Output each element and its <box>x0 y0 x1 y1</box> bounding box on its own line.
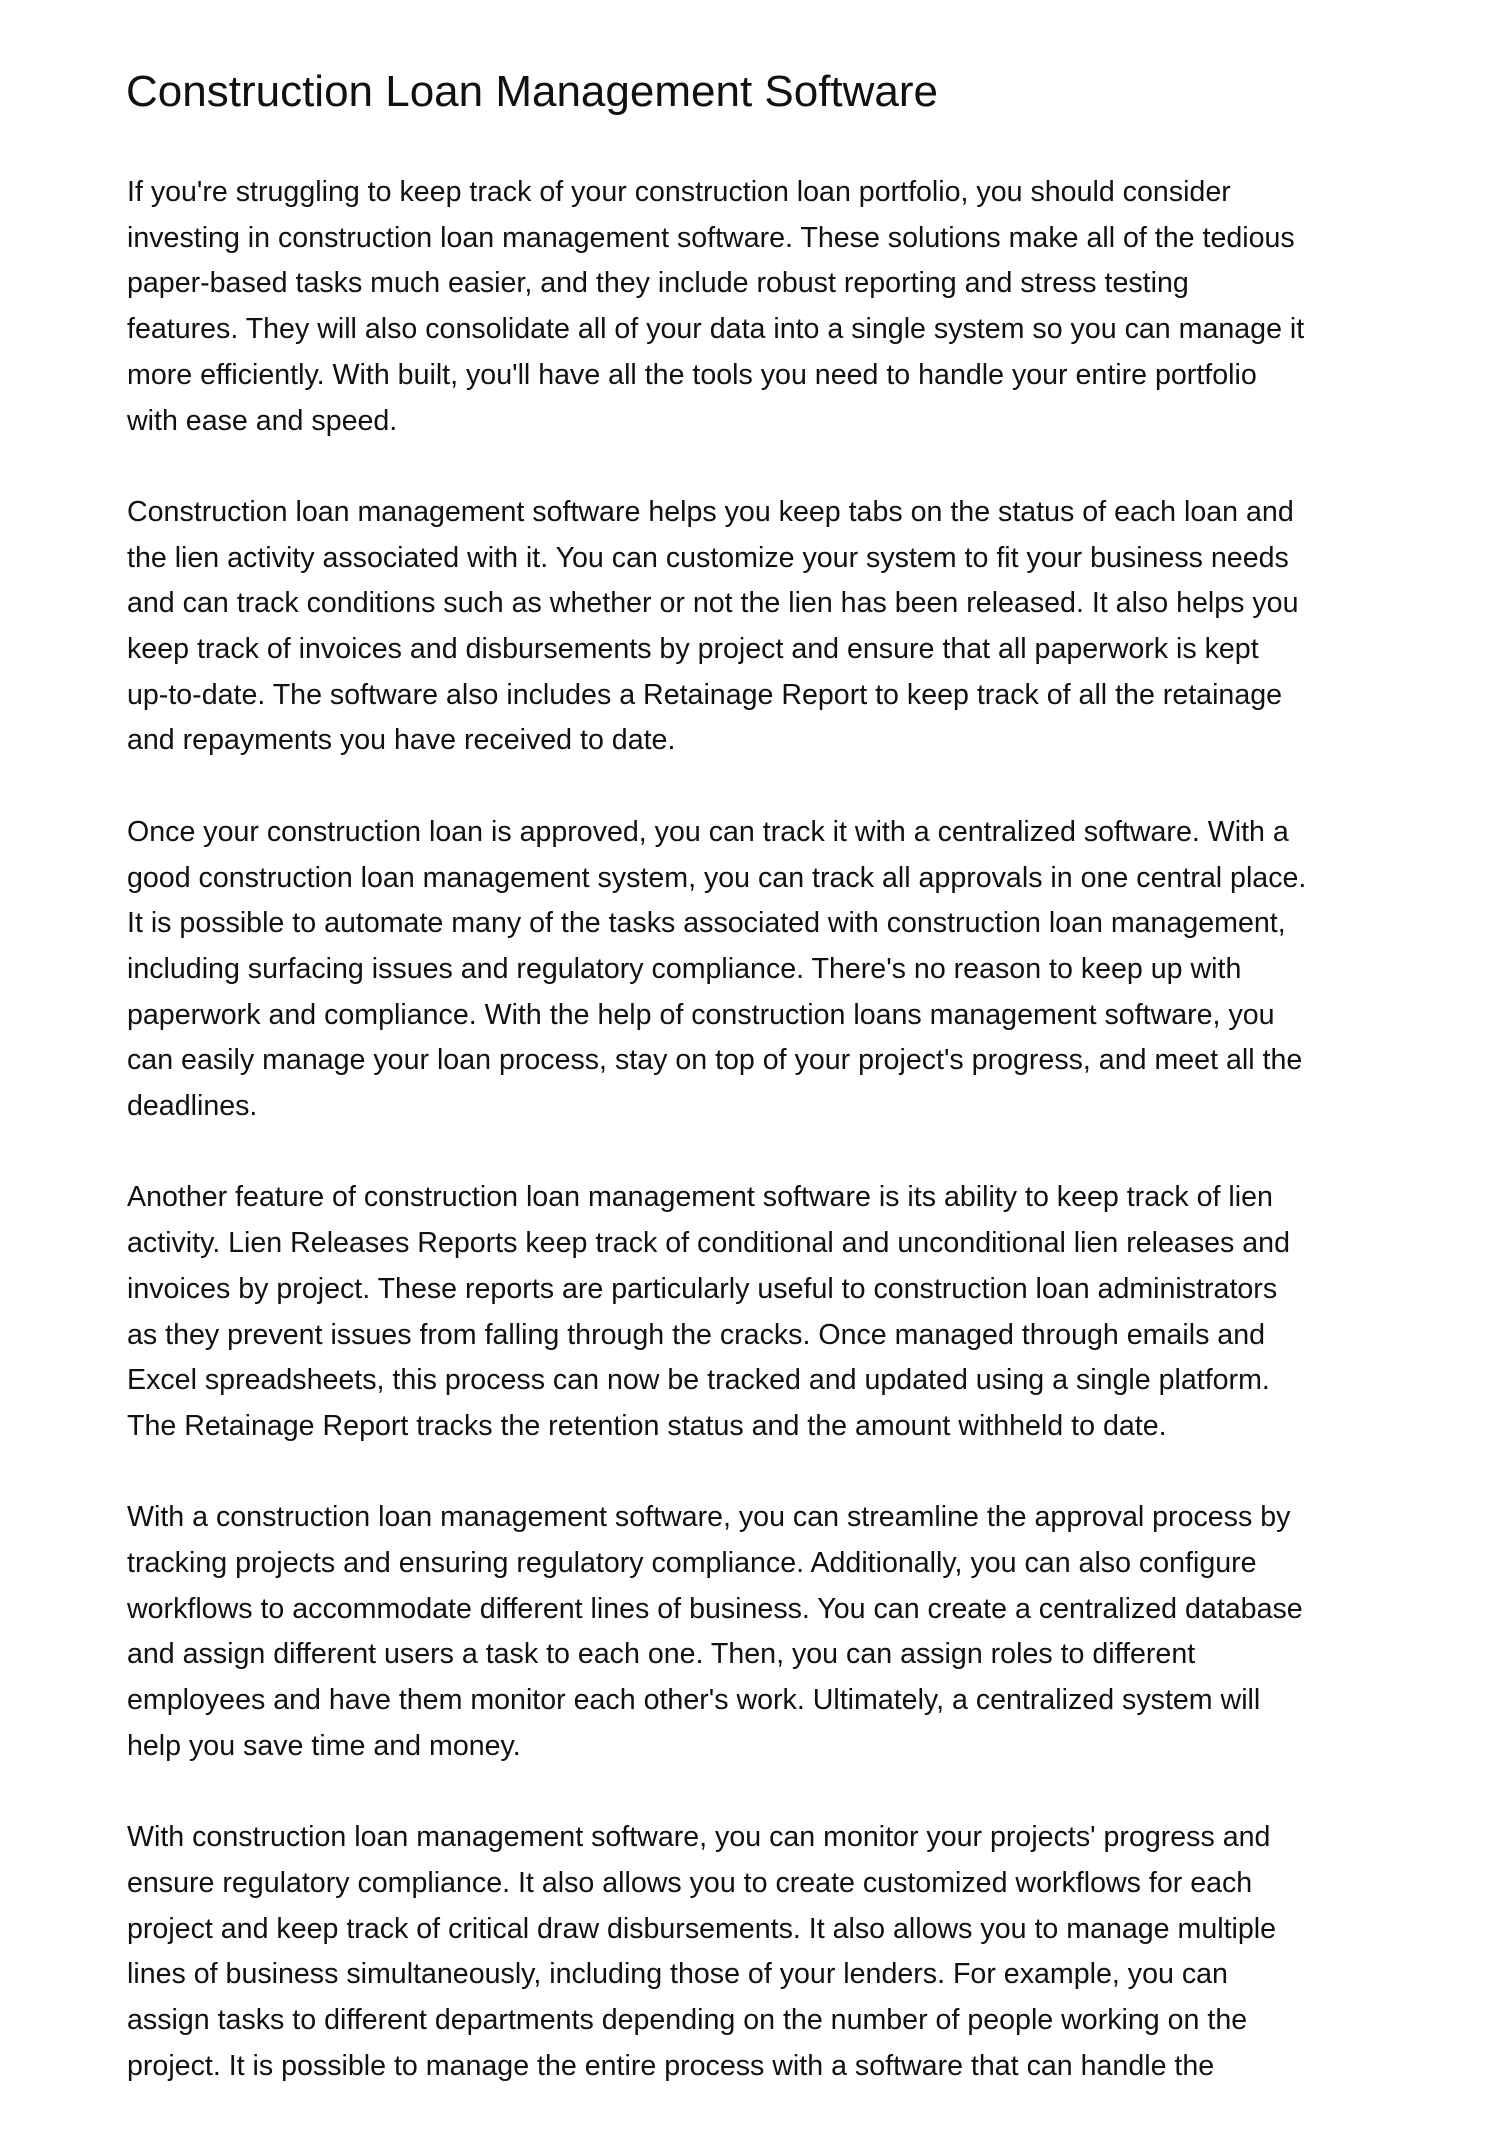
paragraph <box>127 170 1427 444</box>
text-line: paperwork and compliance. With the help of construction loans management software, you <box>127 998 1275 1031</box>
text-line: project and keep track of critical draw disbursements. It also allows you to manage multiple <box>127 1912 1277 1945</box>
text-line: good construction loan management system, you can track all approvals in one central place. <box>127 861 1307 894</box>
text-line: and assign different users a task to each one. Then, you can assign roles to different <box>127 1638 1196 1671</box>
text-line: project. It is possible to manage the entire process with a software that can handle the <box>127 2049 1215 2082</box>
text-line: investing in construction loan management software. These solutions make all of the tedious <box>127 221 1295 254</box>
text-line: Construction loan management software helps you keep tabs on the status of each loan and <box>127 495 1294 528</box>
text-line: workflows to accommodate different lines of business. You can create a centralized database <box>127 1592 1303 1625</box>
text-line: With a construction loan management software, you can streamline the approval process by <box>127 1501 1291 1534</box>
text-line: including surfacing issues and regulatory compliance. There's no reason to keep up with <box>127 952 1242 985</box>
text-line: Another feature of construction loan management software is its ability to keep track of lien <box>127 1181 1273 1214</box>
text-line: up-to-date. The software also includes a Retainage Report to keep track of all the retainage <box>127 678 1283 711</box>
text-line: The Retainage Report tracks the retention status and the amount withheld to date. <box>127 1409 1167 1442</box>
text-line: features. They will also consolidate all of your data into a single system so you can manage it <box>127 313 1305 346</box>
text-line: keep track of invoices and disbursements by project and ensure that all paperwork is kept <box>127 633 1259 666</box>
text-line: the lien activity associated with it. You can customize your system to fit your business needs <box>127 541 1289 574</box>
text-line: tracking projects and ensuring regulatory compliance. Additionally, you can also configure <box>127 1547 1257 1580</box>
page-title: Construction Loan Management Software <box>126 67 939 116</box>
text-line: Once your construction loan is approved, you can track it with a centralized software. With a <box>127 815 1289 848</box>
article-body <box>127 170 1427 2135</box>
text-line: activity. Lien Releases Reports keep track of conditional and unconditional lien releases and <box>127 1227 1290 1260</box>
text-line: and repayments you have received to date. <box>127 724 676 757</box>
text-line: more efficiently. With built, you'll have all the tools you need to handle your entire portfolio <box>127 358 1257 391</box>
paragraph <box>127 810 1427 1130</box>
paragraph <box>127 1815 1427 2089</box>
text-line: paper-based tasks much easier, and they include robust reporting and stress testing <box>127 267 1189 300</box>
text-line: Excel spreadsheets, this process can now be tracked and updated using a single platform. <box>127 1364 1270 1397</box>
text-line: help you save time and money. <box>127 1729 521 1762</box>
text-line: With construction loan management software, you can monitor your projects' progress and <box>127 1821 1271 1854</box>
text-line: It is possible to automate many of the tasks associated with construction loan management, <box>127 907 1286 940</box>
text-line: with ease and speed. <box>127 404 398 437</box>
text-line: and can track conditions such as whether or not the lien has been released. It also helps you <box>127 587 1299 620</box>
text-line: invoices by project. These reports are particularly useful to construction loan administrators <box>127 1272 1278 1305</box>
text-line: lines of business simultaneously, including those of your lenders. For example, you can <box>127 1958 1228 1991</box>
text-line: can easily manage your loan process, stay on top of your project's progress, and meet all the <box>127 1044 1303 1077</box>
text-line: employees and have them monitor each other's work. Ultimately, a centralized system will <box>127 1684 1261 1717</box>
text-line: assign tasks to different departments depending on the number of people working on the <box>127 2004 1248 2037</box>
text-line: ensure regulatory compliance. It also allows you to create customized workflows for each <box>127 1866 1253 1899</box>
paragraph <box>127 490 1427 764</box>
text-line: deadlines. <box>127 1090 258 1123</box>
paragraph <box>127 1175 1427 1449</box>
paragraph <box>127 1495 1427 1769</box>
text-line: If you're struggling to keep track of your construction loan portfolio, you should consider <box>127 176 1231 208</box>
text-line: as they prevent issues from falling through the cracks. Once managed through emails and <box>127 1318 1266 1351</box>
